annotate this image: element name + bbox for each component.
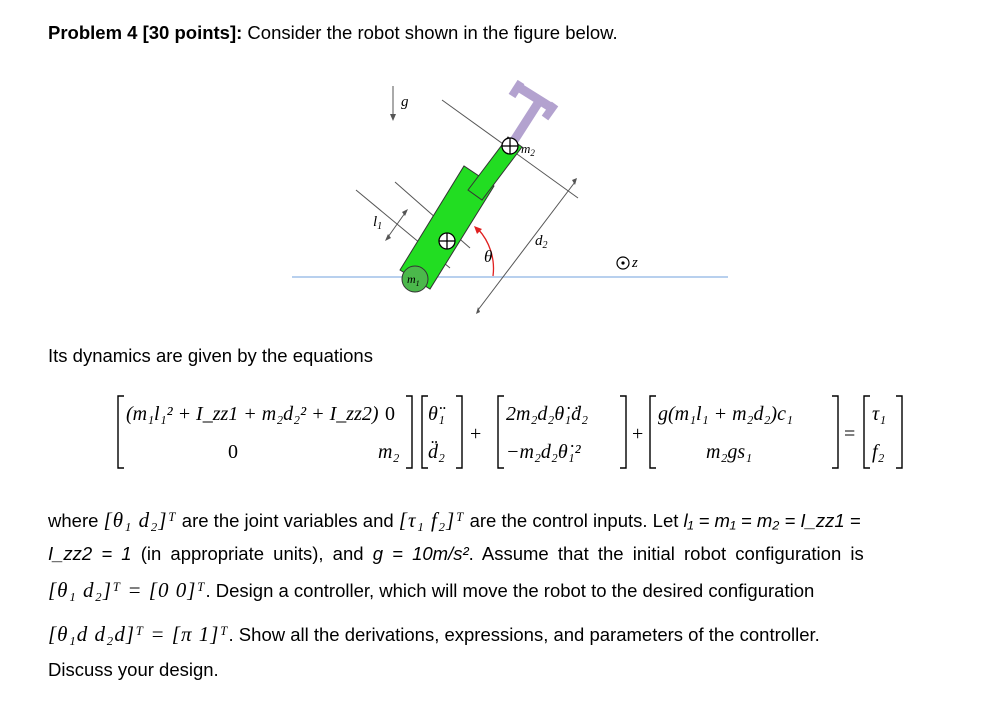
theta-label: θ	[484, 247, 493, 266]
control-inputs-vector: [τ₁ f₂]ᵀ	[398, 508, 465, 532]
d2-arrowhead-top-icon	[572, 178, 577, 185]
desired-configuration-vector: [θ₁d d₂d]ᵀ = [π 1]ᵀ	[48, 622, 229, 646]
accel-theta: θ̈₁	[428, 403, 445, 425]
problem-label: Problem 4 [30 points]:	[48, 22, 243, 43]
plus-sign-1: +	[470, 423, 482, 445]
gravity-vector-right-bracket	[832, 396, 838, 468]
mass-matrix-m12: 0	[385, 403, 395, 425]
d2-label: $d_2$	[535, 233, 548, 251]
line1-inputs-text: are the control inputs. Let	[464, 510, 684, 531]
z-axis-out-of-page-icon	[617, 257, 629, 269]
link1-com-icon	[439, 233, 455, 249]
plus-sign-2: +	[632, 423, 644, 445]
input-vector-right-bracket	[896, 396, 902, 468]
mass-matrix-m21: 0	[228, 441, 238, 463]
joint-variables-vector: [θ₁ d₂]ᵀ	[103, 508, 177, 532]
line2-assume: . Assume that the initial robot configuration is	[468, 543, 864, 564]
body-line-4	[48, 622, 961, 647]
line2-units: (in appropriate units), and	[131, 543, 373, 564]
body-line-2	[48, 543, 961, 565]
link2-com-icon	[502, 138, 518, 154]
m2-label: $m_2$	[521, 141, 535, 158]
m1-label: $m_1$	[407, 272, 420, 288]
gravity-vector-left-bracket	[650, 396, 656, 468]
initial-configuration-vector: [θ₁ d₂]ᵀ = [0 0]ᵀ	[48, 578, 206, 602]
line2-izz2: I_zz2 = 1	[48, 543, 132, 564]
line3-text: . Design a controller, which will move the robot to the desired configuration	[205, 580, 815, 601]
coriolis-right-bracket	[620, 396, 626, 468]
body-line-3	[48, 578, 961, 603]
line1-params: l₁ = m₁ = m₂ = I_zz1 =	[683, 510, 861, 531]
mass-matrix-left-bracket	[118, 396, 124, 468]
problem-statement: Consider the robot shown in the figure below.	[242, 22, 618, 43]
mass-matrix-right-bracket	[406, 396, 412, 468]
line1-where: where	[48, 510, 104, 531]
input-tau1: τ₁	[872, 403, 887, 425]
coriolis-row2: −m₂d₂θ̇₁²	[506, 441, 581, 463]
dynamics-intro: Its dynamics are given by the equations	[48, 345, 373, 366]
mass-matrix-m22: m₂	[378, 441, 400, 463]
l1-arrowhead-bottom-icon	[385, 234, 391, 241]
dynamics-equation	[110, 392, 910, 474]
body-line-1-text	[48, 508, 861, 533]
accel-vector-right-bracket	[456, 396, 462, 468]
coriolis-left-bracket	[498, 396, 504, 468]
input-f2: f₂	[872, 441, 885, 463]
z-label: z	[632, 255, 638, 271]
body-line-1	[48, 508, 961, 533]
accel-d2: d̈₂	[428, 441, 445, 463]
equals-sign: =	[844, 423, 856, 445]
coriolis-row1: 2m₂d₂θ̇₁ḋ₂	[506, 403, 589, 425]
line4-text: . Show all the derivations, expressions, and parameters of the controller.	[228, 624, 820, 645]
l1-label: $l_1$	[373, 214, 383, 232]
mass-matrix-m11: (m₁l₁² + I_zz1 + m₂d₂² + I_zz2)	[126, 403, 379, 425]
gravity-label: g	[401, 94, 409, 110]
robot-figure	[0, 0, 1001, 340]
input-vector-left-bracket	[864, 396, 870, 468]
body-line-5: Discuss your design.	[48, 659, 219, 680]
d2-dimension-line	[478, 182, 575, 310]
l1-arrowhead-icon	[402, 209, 408, 216]
gravity-arrowhead-icon	[390, 114, 396, 121]
gravity-row1: g(m₁l₁ + m₂d₂)c₁	[658, 403, 793, 425]
line1-joint-text: are the joint variables and	[176, 510, 399, 531]
l1-dimension-arrow-icon	[388, 213, 405, 237]
gravity-row2: m₂gs₁	[706, 441, 753, 463]
line2-gravity: g = 10m/s²	[372, 543, 469, 564]
